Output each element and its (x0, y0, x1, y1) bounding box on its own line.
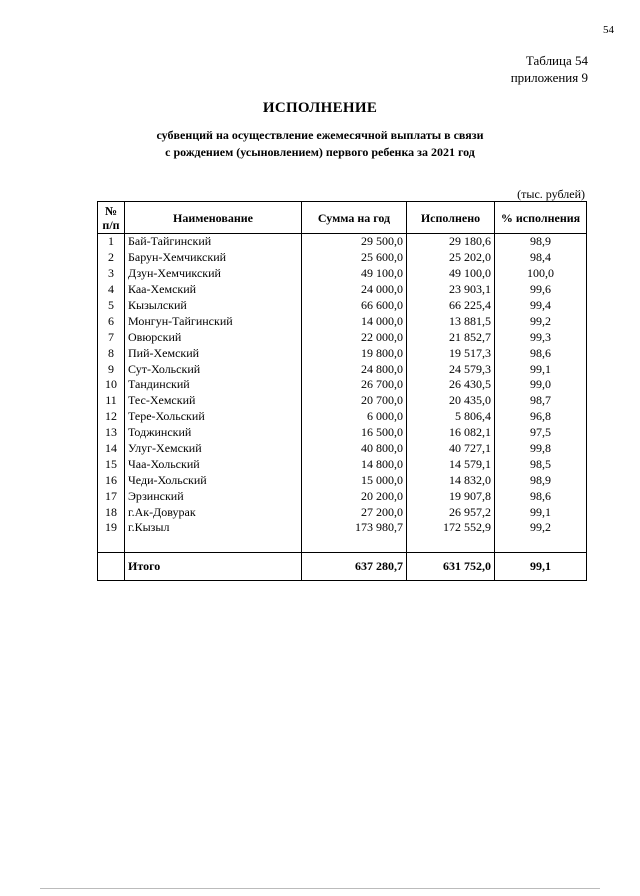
cell-name: Каа-Хемский (125, 282, 302, 298)
spacer-cell (125, 536, 302, 552)
cell-name: Чаа-Хольский (125, 456, 302, 472)
document-subtitle (0, 127, 640, 161)
cell-name: Тандинский (125, 377, 302, 393)
total-done: 631 752,0 (407, 552, 495, 580)
cell-name: Эрзинский (125, 488, 302, 504)
header-pct: % исполнения (495, 202, 587, 234)
bottom-rule (40, 888, 600, 889)
cell-pct: 98,5 (495, 456, 587, 472)
cell-done: 21 852,7 (407, 329, 495, 345)
cell-done: 49 100,0 (407, 266, 495, 282)
table-row (98, 472, 587, 488)
cell-pct: 99,1 (495, 361, 587, 377)
cell-pct: 98,6 (495, 488, 587, 504)
cell-num: 18 (98, 504, 125, 520)
cell-name: г.Ак-Довурак (125, 504, 302, 520)
subtitle-line2: с рождением (усыновлением) первого ребенка за 2021 год (165, 145, 475, 159)
spacer-cell (407, 536, 495, 552)
cell-sum: 6 000,0 (302, 409, 407, 425)
cell-name: Улуг-Хемский (125, 441, 302, 457)
cell-done: 14 832,0 (407, 472, 495, 488)
cell-pct: 96,8 (495, 409, 587, 425)
header-num-line1: № (104, 203, 118, 218)
table-label-line1: Таблица 54 (525, 53, 588, 68)
cell-num: 5 (98, 298, 125, 314)
subtitle-line1: субвенций на осуществление ежемесячной выплаты в связи (156, 128, 484, 142)
table-row (98, 266, 587, 282)
cell-sum: 66 600,0 (302, 298, 407, 314)
cell-sum: 25 600,0 (302, 250, 407, 266)
table-row (98, 441, 587, 457)
cell-pct: 98,4 (495, 250, 587, 266)
execution-table (97, 201, 587, 581)
header-num-line2: п/п (102, 217, 120, 232)
cell-done: 172 552,9 (407, 520, 495, 536)
table-label (511, 52, 588, 86)
units-label: (тыс. рублей) (517, 187, 585, 201)
cell-done: 19 517,3 (407, 345, 495, 361)
cell-done: 25 202,0 (407, 250, 495, 266)
cell-pct: 98,9 (495, 472, 587, 488)
cell-sum: 40 800,0 (302, 441, 407, 457)
cell-done: 40 727,1 (407, 441, 495, 457)
table-row (98, 409, 587, 425)
cell-pct: 98,9 (495, 234, 587, 250)
cell-name: Бай-Тайгинский (125, 234, 302, 250)
cell-done: 16 082,1 (407, 425, 495, 441)
cell-name: Кызылский (125, 298, 302, 314)
cell-done: 13 881,5 (407, 313, 495, 329)
header-sum: Сумма на год (302, 202, 407, 234)
table-row (98, 345, 587, 361)
table-header-row (98, 202, 587, 234)
cell-sum: 14 000,0 (302, 313, 407, 329)
table-row (98, 298, 587, 314)
cell-name: Дзун-Хемчикский (125, 266, 302, 282)
cell-num: 11 (98, 393, 125, 409)
page-number: 54 (603, 24, 614, 36)
cell-sum: 173 980,7 (302, 520, 407, 536)
cell-done: 26 957,2 (407, 504, 495, 520)
table-row (98, 313, 587, 329)
cell-num: 12 (98, 409, 125, 425)
cell-sum: 15 000,0 (302, 472, 407, 488)
cell-pct: 99,3 (495, 329, 587, 345)
cell-name: Тере-Хольский (125, 409, 302, 425)
spacer-cell (495, 536, 587, 552)
cell-num: 14 (98, 441, 125, 457)
cell-pct: 98,6 (495, 345, 587, 361)
cell-num: 8 (98, 345, 125, 361)
cell-sum: 20 200,0 (302, 488, 407, 504)
cell-pct: 99,4 (495, 298, 587, 314)
cell-name: Монгун-Тайгинский (125, 313, 302, 329)
total-num-cell (98, 552, 125, 580)
header-name: Наименование (125, 202, 302, 234)
table-row (98, 234, 587, 250)
cell-pct: 99,2 (495, 520, 587, 536)
header-done: Исполнено (407, 202, 495, 234)
cell-sum: 19 800,0 (302, 345, 407, 361)
total-pct: 99,1 (495, 552, 587, 580)
document-title: ИСПОЛНЕНИЕ (262, 100, 378, 116)
cell-num: 17 (98, 488, 125, 504)
table-row (98, 425, 587, 441)
cell-num: 13 (98, 425, 125, 441)
cell-pct: 99,8 (495, 441, 587, 457)
cell-sum: 24 800,0 (302, 361, 407, 377)
spacer-row (98, 536, 587, 552)
cell-done: 14 579,1 (407, 456, 495, 472)
total-name: Итого (125, 552, 302, 580)
table-row (98, 488, 587, 504)
total-row (98, 552, 587, 580)
cell-sum: 20 700,0 (302, 393, 407, 409)
cell-name: г.Кызыл (125, 520, 302, 536)
cell-name: Овюрский (125, 329, 302, 345)
total-sum: 637 280,7 (302, 552, 407, 580)
spacer-cell (98, 536, 125, 552)
cell-done: 66 225,4 (407, 298, 495, 314)
table-row (98, 329, 587, 345)
cell-name: Тоджинский (125, 425, 302, 441)
cell-name: Барун-Хемчикский (125, 250, 302, 266)
cell-sum: 14 800,0 (302, 456, 407, 472)
cell-num: 3 (98, 266, 125, 282)
cell-sum: 26 700,0 (302, 377, 407, 393)
cell-done: 19 907,8 (407, 488, 495, 504)
cell-done: 23 903,1 (407, 282, 495, 298)
table-row (98, 456, 587, 472)
cell-name: Сут-Хольский (125, 361, 302, 377)
cell-name: Чеди-Хольский (125, 472, 302, 488)
cell-num: 19 (98, 520, 125, 536)
cell-sum: 49 100,0 (302, 266, 407, 282)
cell-pct: 100,0 (495, 266, 587, 282)
cell-done: 20 435,0 (407, 393, 495, 409)
table-row (98, 504, 587, 520)
cell-num: 7 (98, 329, 125, 345)
table-row (98, 282, 587, 298)
cell-num: 2 (98, 250, 125, 266)
cell-num: 6 (98, 313, 125, 329)
cell-num: 16 (98, 472, 125, 488)
cell-num: 1 (98, 234, 125, 250)
table-row (98, 361, 587, 377)
cell-pct: 99,0 (495, 377, 587, 393)
cell-num: 9 (98, 361, 125, 377)
cell-num: 15 (98, 456, 125, 472)
table-row (98, 393, 587, 409)
table-row (98, 250, 587, 266)
cell-pct: 99,1 (495, 504, 587, 520)
cell-sum: 22 000,0 (302, 329, 407, 345)
header-num (98, 202, 125, 234)
table-label-line2: приложения 9 (510, 70, 588, 85)
cell-name: Пий-Хемский (125, 345, 302, 361)
cell-sum: 24 000,0 (302, 282, 407, 298)
cell-sum: 29 500,0 (302, 234, 407, 250)
cell-pct: 98,7 (495, 393, 587, 409)
cell-done: 5 806,4 (407, 409, 495, 425)
cell-pct: 97,5 (495, 425, 587, 441)
cell-sum: 27 200,0 (302, 504, 407, 520)
spacer-cell (302, 536, 407, 552)
cell-pct: 99,6 (495, 282, 587, 298)
cell-num: 10 (98, 377, 125, 393)
cell-pct: 99,2 (495, 313, 587, 329)
table-row (98, 377, 587, 393)
cell-done: 26 430,5 (407, 377, 495, 393)
cell-done: 29 180,6 (407, 234, 495, 250)
cell-done: 24 579,3 (407, 361, 495, 377)
table-row (98, 520, 587, 536)
table-body (98, 234, 587, 553)
cell-sum: 16 500,0 (302, 425, 407, 441)
cell-num: 4 (98, 282, 125, 298)
cell-name: Тес-Хемский (125, 393, 302, 409)
